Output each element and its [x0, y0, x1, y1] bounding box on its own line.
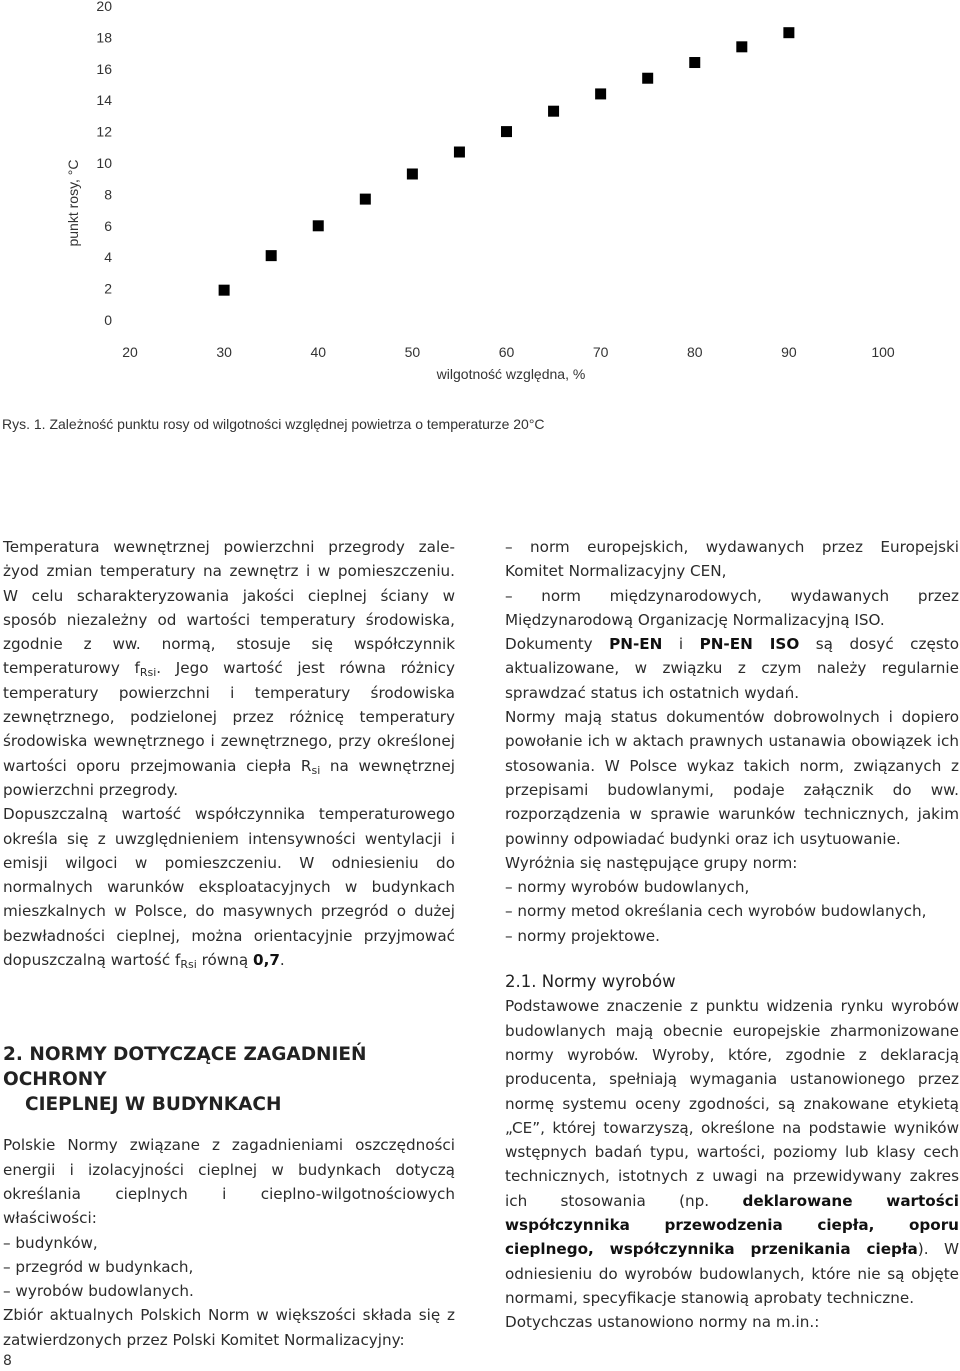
x-tick-label: 60	[498, 344, 515, 360]
list-item: – wyrobów budowlanych.	[3, 1282, 194, 1301]
y-axis-label: punkt rosy, °C	[65, 159, 81, 247]
list-item: – norm europejskich, wydawanych przez Europejski Komitet Normalizacyjny CEN,	[505, 538, 959, 581]
y-tick-label: 14	[96, 92, 112, 109]
x-tick-label: 50	[404, 344, 421, 360]
list-properties	[3, 1231, 455, 1304]
y-tick-label: 6	[104, 217, 112, 234]
list-item: – norm międzynarodowych, wydawanych przez Międzynarodową Organizację Normalizacyjną ISO.	[505, 586, 959, 629]
list-item: – przegród w budynkach,	[3, 1257, 194, 1276]
paragraph-groups: Wyróżnia się następujące grupy norm:	[505, 853, 798, 872]
list-item: – normy projektowe.	[505, 926, 660, 945]
list-item: – normy wyrobów budowlanych,	[505, 878, 750, 897]
y-tick-label: 18	[96, 29, 112, 46]
data-point	[360, 194, 371, 205]
list-norm-sources	[505, 535, 959, 632]
paragraph-product-norms: Podstawowe znaczenie z punktu widzenia rynku wyrobów budowlanych mają obecnie europejskie zharmonizowane normy wyrobów. Wyroby, które, zgodnie z deklaracją producenta, spełniają wymagania ustanowionego przez normę systemu oceny zgodności, są znakowane etykietą „CE”, której towarzyszą, określone na podstawie wyników wstępnych badań typu, wartości, poziomy lub klasy cech technicznych, istotnych z uwagi na przewidywany zakres ich stosowania (np. deklarowane wartości współczynnika przewodzenia ciepła, oporu cieplnego, współczynnika przenikania ciepła). W odniesieniu do wyrobów budowlanych, które nie są objęte normami, specyfikacje stanowią aprobaty techniczne.	[505, 997, 959, 1307]
list-item: – normy metod określania cech wyrobów budowlanych,	[505, 902, 927, 921]
data-point	[313, 220, 324, 231]
data-point	[407, 168, 418, 179]
section-heading-2-1: 2.1. Normy wyrobów	[505, 972, 676, 992]
y-tick-label: 20	[96, 0, 112, 14]
x-tick-label: 80	[686, 344, 703, 360]
data-point	[219, 285, 230, 296]
data-point	[736, 41, 747, 52]
left-column	[3, 535, 455, 1352]
y-tick-label: 10	[96, 155, 112, 171]
paragraph-pn-en: Dokumenty PN-EN i PN-EN ISO są dosyć często aktualizowane, w związku z czym należy regularnie sprawdzać status ich ostatnich wydań.	[505, 635, 959, 702]
section-heading-2: 2. NORMY DOTYCZĄCE ZAGADNIEŃ OCHRONY CIEPLNEJ W BUDYNKACH	[3, 1044, 367, 1116]
paragraph-norms-collection: Zbiór aktualnych Polskich Norm w większości składa się z zatwierdzonych przez Polski Komitet Normalizacyjny:	[3, 1306, 455, 1349]
paragraph-polish-norms: Polskie Normy związane z zagadnieniami oszczędności energii i izolacyjności cieplnej w budynkach dotyczą określania cieplnych i cieplno-wilgotnościowych właściwości:	[3, 1136, 455, 1228]
paragraph-established: Dotychczas ustanowiono normy na m.in.:	[505, 1313, 820, 1332]
right-column	[505, 535, 959, 1335]
y-tick-label: 12	[96, 123, 112, 140]
y-tick-label: 16	[96, 60, 112, 77]
x-tick-label: 20	[122, 344, 138, 360]
data-point	[595, 88, 606, 99]
list-item: – budynków,	[3, 1233, 98, 1252]
y-tick-label: 0	[104, 312, 112, 328]
data-point	[548, 106, 559, 117]
data-point	[454, 147, 465, 158]
data-point	[642, 73, 653, 84]
data-point	[783, 27, 794, 38]
y-tick-label: 2	[104, 280, 112, 297]
data-point	[689, 57, 700, 68]
figure-caption: Rys. 1. Zależność punktu rosy od wilgotności względnej powietrza o temperaturze 20°C	[2, 416, 545, 432]
y-tick-label: 4	[104, 249, 112, 266]
x-tick-label: 90	[781, 344, 797, 360]
x-axis-label: wilgotność względna, %	[436, 366, 586, 382]
x-tick-label: 30	[216, 344, 232, 360]
paragraph-voluntary: Normy mają status dokumentów dobrowolnych i dopiero powołanie ich w aktach prawnych ustanawia obowiązek ich stosowania. W Polsce wykaz takich norm, związanych z przepisami budowlanymi, podaje załącznik do ww. rozporządzenia w sprawie warunków technicznych, jakim powinny odpowiadać budynki oraz ich usytuowanie.	[505, 708, 959, 848]
paragraph-allowed-value: Dopuszczalną wartość współczynnika temperaturowego określa się z uwzględnieniem intensywności wentylacji i emisji wilgoci w pomieszczeniu. W odniesieniu do normalnych warunków eksploatacyjnych w budynkach mieszkalnych w Polsce, do masywnych przegród o dużej bezwładności cieplnej, można orientacyjnie przyjmować dopuszczalną wartość $f_{Rsi}$ równą 0,7.	[3, 805, 455, 972]
list-norm-groups	[505, 875, 959, 948]
dew-point-chart	[0, 0, 960, 400]
x-tick-label: 100	[871, 344, 895, 360]
data-point	[501, 126, 512, 137]
x-tick-label: 40	[310, 344, 327, 360]
page-number: 8	[3, 1353, 12, 1369]
data-point	[266, 250, 277, 261]
paragraph-temperature-factor: Temperatura wewnętrznej powierzchni przegrody zale-żyod zmian temperatury na zewnętrz i w pomieszczeniu. W celu scharakteryzowania jakości cieplnej ściany w sposób niezależny od wartości temperatury środowiska, zgodnie z ww. normą, stosuje się współczynnik temperaturowy $f_{Rsi}$. Jego wartość jest równa różnicy temperatury powierzchni i temperatury środowiska zewnętrznego, podzielonej przez różnicę temperatury środowiska wewnętrznego i zewnętrznego, przy określonej wartości oporu przejmowania ciepła $R_{si}$ na wewnętrznej powierzchni przegrody.	[3, 538, 455, 799]
y-tick-label: 8	[104, 186, 112, 203]
x-tick-label: 70	[592, 344, 609, 360]
